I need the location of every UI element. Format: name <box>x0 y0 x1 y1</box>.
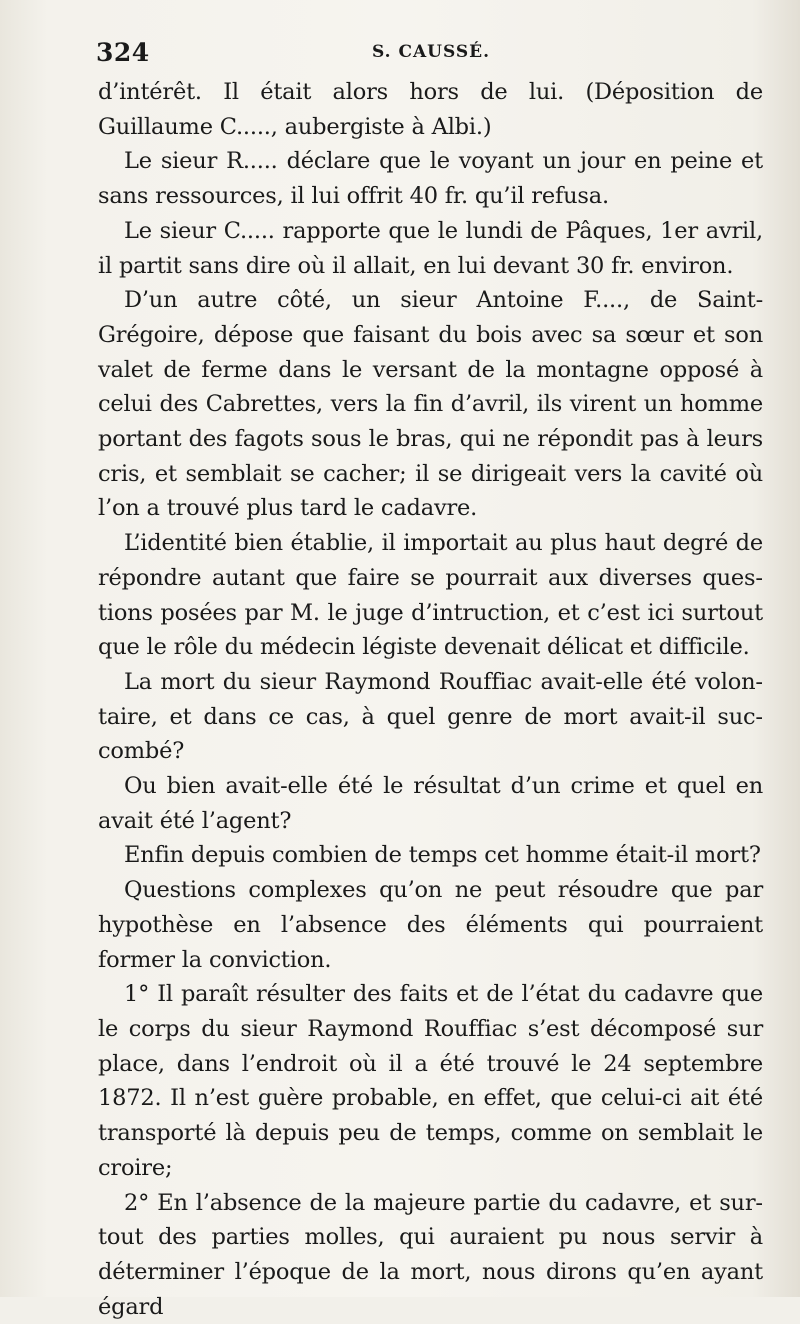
paragraph: Enfin depuis combien de temps cet homme était-il mort? <box>98 838 763 873</box>
paragraph: Questions complexes qu’on ne peut résoudre que par hypothèse en l’absence des éléments qui pourraient former la conviction. <box>98 873 763 977</box>
page-number: 324 <box>96 38 150 67</box>
paragraph: 1° Il paraît résulter des faits et de l’état du cadavre que le corps du sieur Raymond Rouffiac s’est décomposé sur place, dans l’endroit où il a été trouvé le 24 septembre 1872. Il n’est guère probable, en effet, que celui-ci ait été transporté là depuis peu de temps, comme on semblait le croire; <box>98 977 763 1185</box>
paragraph: L’identité bien établie, il importait au plus haut degré de répondre autant que faire se pourrait aux diverses questions posées par M. le juge d’intruction, et c’est ici surtout que le rôle du médecin légiste devenait délicat et difficile. <box>98 526 763 665</box>
body-text <box>98 75 763 1324</box>
paragraph: Le sieur C..... rapporte que le lundi de Pâques, 1er avril, il partit sans dire où il allait, en lui devant 30 fr. environ. <box>98 214 763 283</box>
paragraph: La mort du sieur Raymond Rouffiac avait-elle été volontaire, et dans ce cas, à quel genre de mort avait-il succombé? <box>98 665 763 769</box>
running-head: S. CAUSSÉ. <box>96 42 766 62</box>
paragraph: Ou bien avait-elle été le résultat d’un crime et quel en avait été l’agent? <box>98 769 763 838</box>
paragraph: D’un autre côté, un sieur Antoine F...., de Saint-Grégoire, dépose que faisant du bois avec sa sœur et son valet de ferme dans le versant de la montagne opposé à celui des Cabrettes, vers la fin d’avril, ils virent un homme portant des fagots sous le bras, qui ne répondit pas à leurs cris, et semblait se cacher; il se dirigeait vers la cavité où l’on a trouvé plus tard le cadavre. <box>98 283 763 526</box>
paragraph: 2° En l’absence de la majeure partie du cadavre, et surtout des parties molles, qui auraient pu nous servir à déterminer l’époque de la mort, nous dirons qu’en ayant égard <box>98 1186 763 1324</box>
paragraph: d’intérêt. Il était alors hors de lui. (Déposition de Guillaume C....., aubergiste à Albi.) <box>98 75 763 144</box>
paragraph: Le sieur R..... déclare que le voyant un jour en peine et sans ressources, il lui offrit 40 fr. qu’il refusa. <box>98 144 763 213</box>
page-header <box>96 32 766 72</box>
